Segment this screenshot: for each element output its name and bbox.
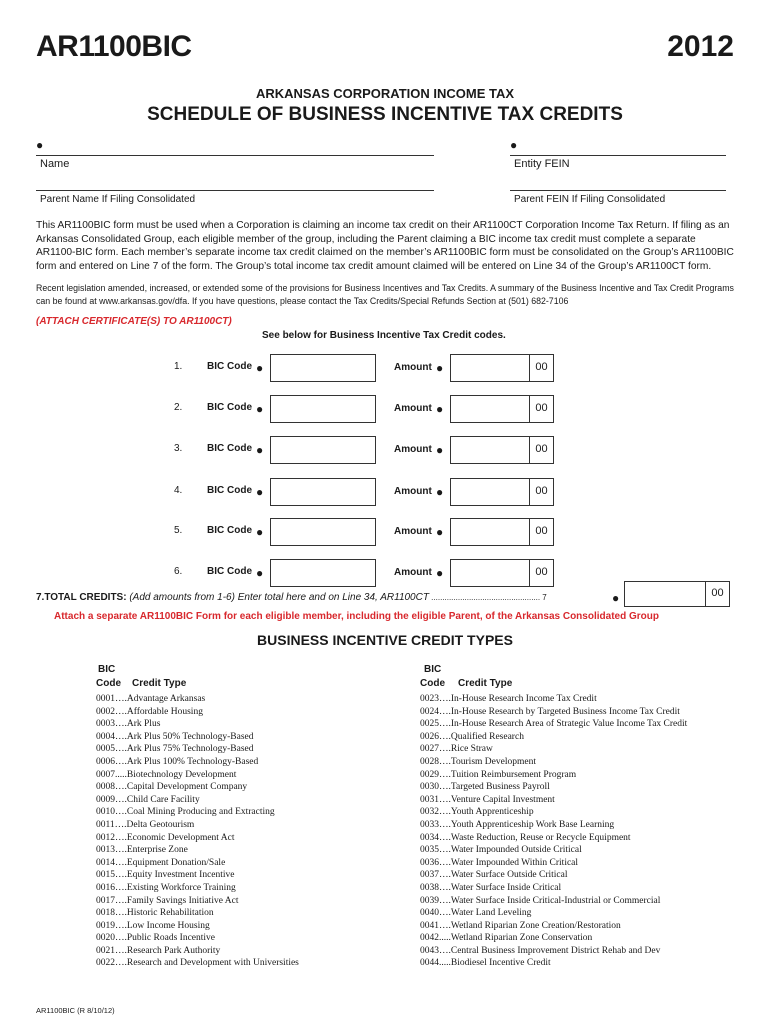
amount-label: Amount xyxy=(394,526,432,537)
credit-code-item: 0010….Coal Mining Producing and Extracting xyxy=(96,807,275,818)
agency-line: ARKANSAS CORPORATION INCOME TAX xyxy=(255,86,515,101)
required-bullet-icon: ● xyxy=(256,566,264,580)
total-credits-line xyxy=(36,592,547,603)
required-bullet-icon: ● xyxy=(436,566,444,580)
credit-code-item: 0039….Water Surface Inside Critical-Industrial or Commercial xyxy=(420,895,661,906)
credit-code-item: 0023….In-House Research Income Tax Credit xyxy=(420,694,597,704)
amount-cents: 00 xyxy=(529,519,553,545)
parent-name-label: Parent Name If Filing Consolidated xyxy=(40,194,196,205)
bic-code-label: BIC Code xyxy=(207,485,252,496)
credit-code-item: 0029….Tuition Reimbursement Program xyxy=(420,769,577,780)
credit-code-item: 0005….Ark Plus 75% Technology-Based xyxy=(96,744,254,755)
amount-cents: 00 xyxy=(529,437,553,463)
credit-code-item: 0007.....Biotechnology Development xyxy=(96,769,237,780)
credit-code-item: 0032….Youth Apprenticeship xyxy=(420,807,534,818)
credit-code-item: 0026….Qualified Research xyxy=(420,731,524,742)
amount-label: Amount xyxy=(394,486,432,497)
attach-certificate-note: (ATTACH CERTIFICATE(S) TO AR1100CT) xyxy=(36,316,232,327)
credit-code-item: 0019….Low Income Housing xyxy=(96,920,210,931)
credit-code-item: 0014….Equipment Donation/Sale xyxy=(96,857,226,868)
credit-code-item: 0013….Enterprise Zone xyxy=(96,845,188,856)
amount-cents: 00 xyxy=(529,560,553,586)
col-type-header: Credit Type xyxy=(458,678,513,689)
credit-code-item: 0001….Advantage Arkansas xyxy=(96,694,206,704)
amount-label: Amount xyxy=(394,403,432,414)
line-number: 6. xyxy=(174,566,183,577)
credit-code-item: 0024….In-House Research by Targeted Business Income Tax Credit xyxy=(420,706,680,717)
tax-year: 2012 xyxy=(667,30,734,63)
bic-code-input[interactable] xyxy=(270,436,376,464)
bic-code-input[interactable] xyxy=(270,354,376,382)
credit-types-title: BUSINESS INCENTIVE CREDIT TYPES xyxy=(257,632,513,648)
credit-code-item: 0021….Research Park Authority xyxy=(96,945,221,956)
amount-label: Amount xyxy=(394,362,432,373)
form-revision: AR1100BIC (R 8/10/12) xyxy=(36,1006,115,1015)
name-label: Name xyxy=(40,158,70,170)
col-code-header: Code xyxy=(96,678,121,689)
form-id: AR1100BIC xyxy=(36,30,192,63)
entity-fein-label: Entity FEIN xyxy=(514,158,570,170)
credit-code-item: 0042.....Wetland Riparian Zone Conservation xyxy=(420,933,593,944)
line-number: 3. xyxy=(174,443,183,454)
credit-code-item: 0037….Water Surface Outside Critical xyxy=(420,870,568,881)
col-code-header: Code xyxy=(420,678,445,689)
credit-codes-right xyxy=(420,693,750,970)
parent-fein-label: Parent FEIN If Filing Consolidated xyxy=(514,194,666,205)
credit-code-item: 0044.....Biodiesel Incentive Credit xyxy=(420,958,551,969)
required-bullet-icon: ● xyxy=(436,361,444,375)
required-bullet-icon: ● xyxy=(436,525,444,539)
required-bullet-icon: ● xyxy=(256,443,264,457)
amount-label: Amount xyxy=(394,444,432,455)
required-bullet-icon: ● xyxy=(612,591,620,605)
bic-code-label: BIC Code xyxy=(207,525,252,536)
bic-code-input[interactable] xyxy=(270,559,376,587)
see-below-note: See below for Business Incentive Tax Credit codes. xyxy=(262,330,506,341)
credit-code-item: 0006….Ark Plus 100% Technology-Based xyxy=(96,756,259,767)
credit-code-item: 0004….Ark Plus 50% Technology-Based xyxy=(96,731,254,742)
required-bullet-icon: ● xyxy=(256,361,264,375)
credit-code-item: 0012….Economic Development Act xyxy=(96,832,235,843)
parent-name-field[interactable] xyxy=(36,190,434,191)
credit-code-item: 0036….Water Impounded Within Critical xyxy=(420,857,579,868)
amount-cents: 00 xyxy=(529,479,553,505)
line-number: 2. xyxy=(174,402,183,413)
credit-code-item: 0008….Capital Development Company xyxy=(96,782,248,793)
credit-code-item: 0028….Tourism Development xyxy=(420,756,536,767)
bic-code-label: BIC Code xyxy=(207,402,252,413)
credit-code-item: 0011….Delta Geotourism xyxy=(96,819,195,830)
required-bullet-icon: ● xyxy=(256,525,264,539)
credit-code-item: 0041….Wetland Riparian Zone Creation/Restoration xyxy=(420,920,621,931)
credit-code-item: 0025….In-House Research Area of Strategic Value Income Tax Credit xyxy=(420,719,688,730)
credit-code-item: 0009….Child Care Facility xyxy=(96,794,200,805)
required-bullet-icon: ● xyxy=(256,402,264,416)
col-type-header: Credit Type xyxy=(132,678,187,689)
name-field[interactable] xyxy=(36,155,434,156)
line-number: 4. xyxy=(174,485,183,496)
credit-code-item: 0018….Historic Rehabilitation xyxy=(96,908,214,919)
instructions-paragraph: This AR1100BIC form must be used when a Corporation is claiming an income tax credit on their AR1100CT Corporation Income Tax Return. If filing as an Arkansas Consolidated Group, each eligible member of the group, including the Parent claiming a BIC income tax credit must complete a separate AR1100-BIC form. Each member’s separate income tax credit claimed on the member’s AR1100BIC form must be consolidated on the Group’s AR1100BIC form and entered on Line 7 of the form. The Group’s total income tax credit amount claimed will be entered on Line 34 of the Group’s AR1100CT form. xyxy=(36,220,734,272)
credit-code-item: 0035….Water Impounded Outside Critical xyxy=(420,845,582,856)
bic-code-input[interactable] xyxy=(270,518,376,546)
line-number: 5. xyxy=(174,525,183,536)
credit-code-item: 0015….Equity Investment Incentive xyxy=(96,870,235,881)
amount-cents: 00 xyxy=(529,396,553,422)
required-bullet-icon: ● xyxy=(436,443,444,457)
required-bullet-icon: ● xyxy=(436,402,444,416)
amount-input[interactable] xyxy=(450,436,554,464)
line-number: 1. xyxy=(174,361,183,372)
parent-fein-field[interactable] xyxy=(510,190,726,191)
total-leader: ................................................. 7 xyxy=(428,593,547,602)
amount-cents: 00 xyxy=(529,355,553,381)
credit-code-item: 0022….Research and Development with Universities xyxy=(96,958,299,969)
credit-code-item: 0043….Central Business Improvement District Rehab and Dev xyxy=(420,945,661,956)
credit-code-item: 0038….Water Surface Inside Critical xyxy=(420,882,562,893)
credit-code-item: 0040….Water Land Leveling xyxy=(420,908,532,919)
total-cents: 00 xyxy=(705,582,729,606)
credit-code-item: 0031….Venture Capital Investment xyxy=(420,794,555,805)
legislation-note: Recent legislation amended, increased, or extended some of the provisions for Business Incentives and Tax Credits. A summary of the Business Incentive and Tax Credit Programs can be found at www.arkansas.gov/dfa. If you have questions, please contact the Tax Credits/Special Refunds Section at (501) 682-7106 xyxy=(36,283,734,306)
bic-code-label: BIC Code xyxy=(207,361,252,372)
amount-input[interactable] xyxy=(450,478,554,506)
credit-codes-left xyxy=(96,693,396,970)
bic-code-input[interactable] xyxy=(270,478,376,506)
amount-input[interactable] xyxy=(450,559,554,587)
credit-code-item: 0030….Targeted Business Payroll xyxy=(420,782,550,793)
total-instruction: (Add amounts from 1-6) Enter total here and on Line 34, AR1100CT xyxy=(129,592,429,603)
attach-separate-note: Attach a separate AR1100BIC Form for each eligible member, including the eligible Parent, of the Arkansas Consolidated Group xyxy=(54,611,659,622)
total-label: 7.TOTAL CREDITS: xyxy=(36,592,127,603)
amount-input[interactable] xyxy=(450,395,554,423)
amount-input[interactable] xyxy=(450,518,554,546)
credit-code-item: 0003….Ark Plus xyxy=(96,719,161,730)
credit-code-item: 0002….Affordable Housing xyxy=(96,706,203,717)
bic-code-label: BIC Code xyxy=(207,443,252,454)
total-credits-input[interactable] xyxy=(624,581,730,607)
required-bullet-icon: ● xyxy=(256,485,264,499)
bic-code-input[interactable] xyxy=(270,395,376,423)
credit-code-item: 0034….Waste Reduction, Reuse or Recycle Equipment xyxy=(420,832,631,843)
credit-code-item: 0027….Rice Straw xyxy=(420,744,493,755)
entity-fein-field[interactable] xyxy=(510,155,726,156)
col-bic-header: BIC xyxy=(424,664,442,675)
credit-code-item: 0017….Family Savings Initiative Act xyxy=(96,895,239,906)
bic-code-label: BIC Code xyxy=(207,566,252,577)
required-bullet-icon: ● xyxy=(36,138,44,152)
required-bullet-icon: ● xyxy=(436,485,444,499)
credit-code-item: 0020….Public Roads Incentive xyxy=(96,933,215,944)
credit-code-item: 0033….Youth Apprenticeship Work Base Learning xyxy=(420,819,615,830)
amount-input[interactable] xyxy=(450,354,554,382)
required-bullet-icon: ● xyxy=(510,138,518,152)
col-bic-header: BIC xyxy=(98,664,116,675)
credit-code-item: 0016….Existing Workforce Training xyxy=(96,882,236,893)
page-title: SCHEDULE OF BUSINESS INCENTIVE TAX CREDITS xyxy=(147,104,623,125)
amount-label: Amount xyxy=(394,567,432,578)
